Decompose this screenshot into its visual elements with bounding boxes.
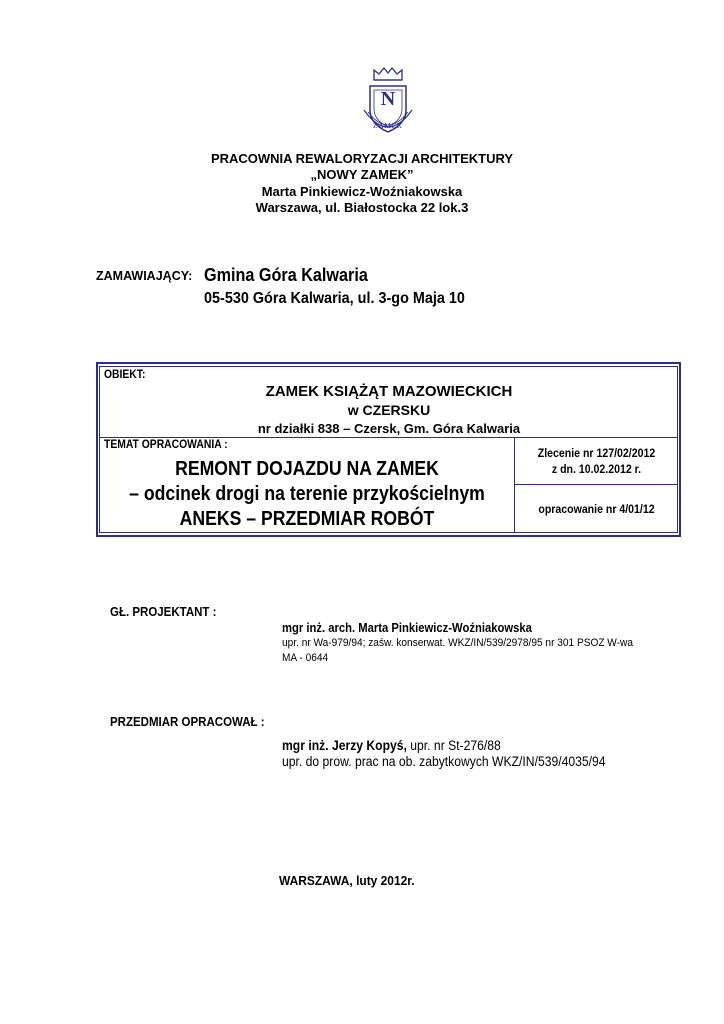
object-title: ZAMEK KSIĄŻĄT MAZOWIECKICH xyxy=(265,383,513,400)
object-label: OBIEKT: xyxy=(104,369,146,381)
divider xyxy=(99,437,678,438)
topic-title: REMONT DOJAZDU NA ZAMEK xyxy=(175,457,439,480)
order-date: z dn. 10.02.2012 r. xyxy=(551,462,642,476)
prepared-by-label: PRZEDMIAR OPRACOWAŁ : xyxy=(110,715,265,729)
study-number: opracowanie nr 4/01/12 xyxy=(538,502,655,516)
object-parcel: nr działki 838 – Czersk, Gm. Góra Kalwaria xyxy=(257,421,521,436)
prepared-by-name: mgr inż. Jerzy Kopyś, xyxy=(282,738,407,753)
object-subtitle: w CZERSKU xyxy=(347,402,431,418)
header-address: Warszawa, ul. Białostocka 22 lok.3 xyxy=(255,200,469,215)
prepared-by-details: upr. do prow. prac na ob. zabytkowych WKZ/IN/539/4035/94 xyxy=(282,754,606,769)
client-label: ZAMAWIAJĄCY: xyxy=(96,269,193,283)
topic-label: TEMAT OPRACOWANIA : xyxy=(104,439,228,451)
topic-subtitle: – odcinek drogi na terenie przykościelnym xyxy=(129,482,485,505)
logo-banner-text: ZAMEK xyxy=(373,122,403,130)
logo-letter: N xyxy=(380,88,396,110)
chief-designer-details: upr. nr Wa-979/94; zaśw. konserwat. WKZ/IN/539/2978/95 nr 301 PSOZ W-wa xyxy=(282,637,633,649)
prepared-by-line xyxy=(282,738,501,754)
company-logo xyxy=(360,66,416,140)
chief-designer-name: mgr inż. arch. Marta Pinkiewicz-Woźniakowska xyxy=(282,621,532,635)
header-studio-brand: „NOWY ZAMEK” xyxy=(310,167,414,182)
place-and-date: WARSZAWA, luty 2012r. xyxy=(279,873,415,888)
topic-annex: ANEKS – PRZEDMIAR ROBÓT xyxy=(179,507,435,530)
divider xyxy=(514,484,678,485)
chief-designer-details-cont: MA - 0644 xyxy=(282,652,329,664)
header-owner: Marta Pinkiewicz-Woźniakowska xyxy=(261,184,463,199)
client-name: Gmina Góra Kalwaria xyxy=(204,265,368,285)
header-studio-name: PRACOWNIA REWALORYZACJI ARCHITEKTURY xyxy=(210,151,514,166)
prepared-by-license: upr. nr St-276/88 xyxy=(406,738,501,753)
chief-designer-label: GŁ. PROJEKTANT : xyxy=(110,605,217,619)
order-number: Zlecenie nr 127/02/2012 xyxy=(537,446,656,460)
client-address: 05-530 Góra Kalwaria, ul. 3-go Maja 10 xyxy=(204,290,465,307)
divider xyxy=(514,437,515,533)
